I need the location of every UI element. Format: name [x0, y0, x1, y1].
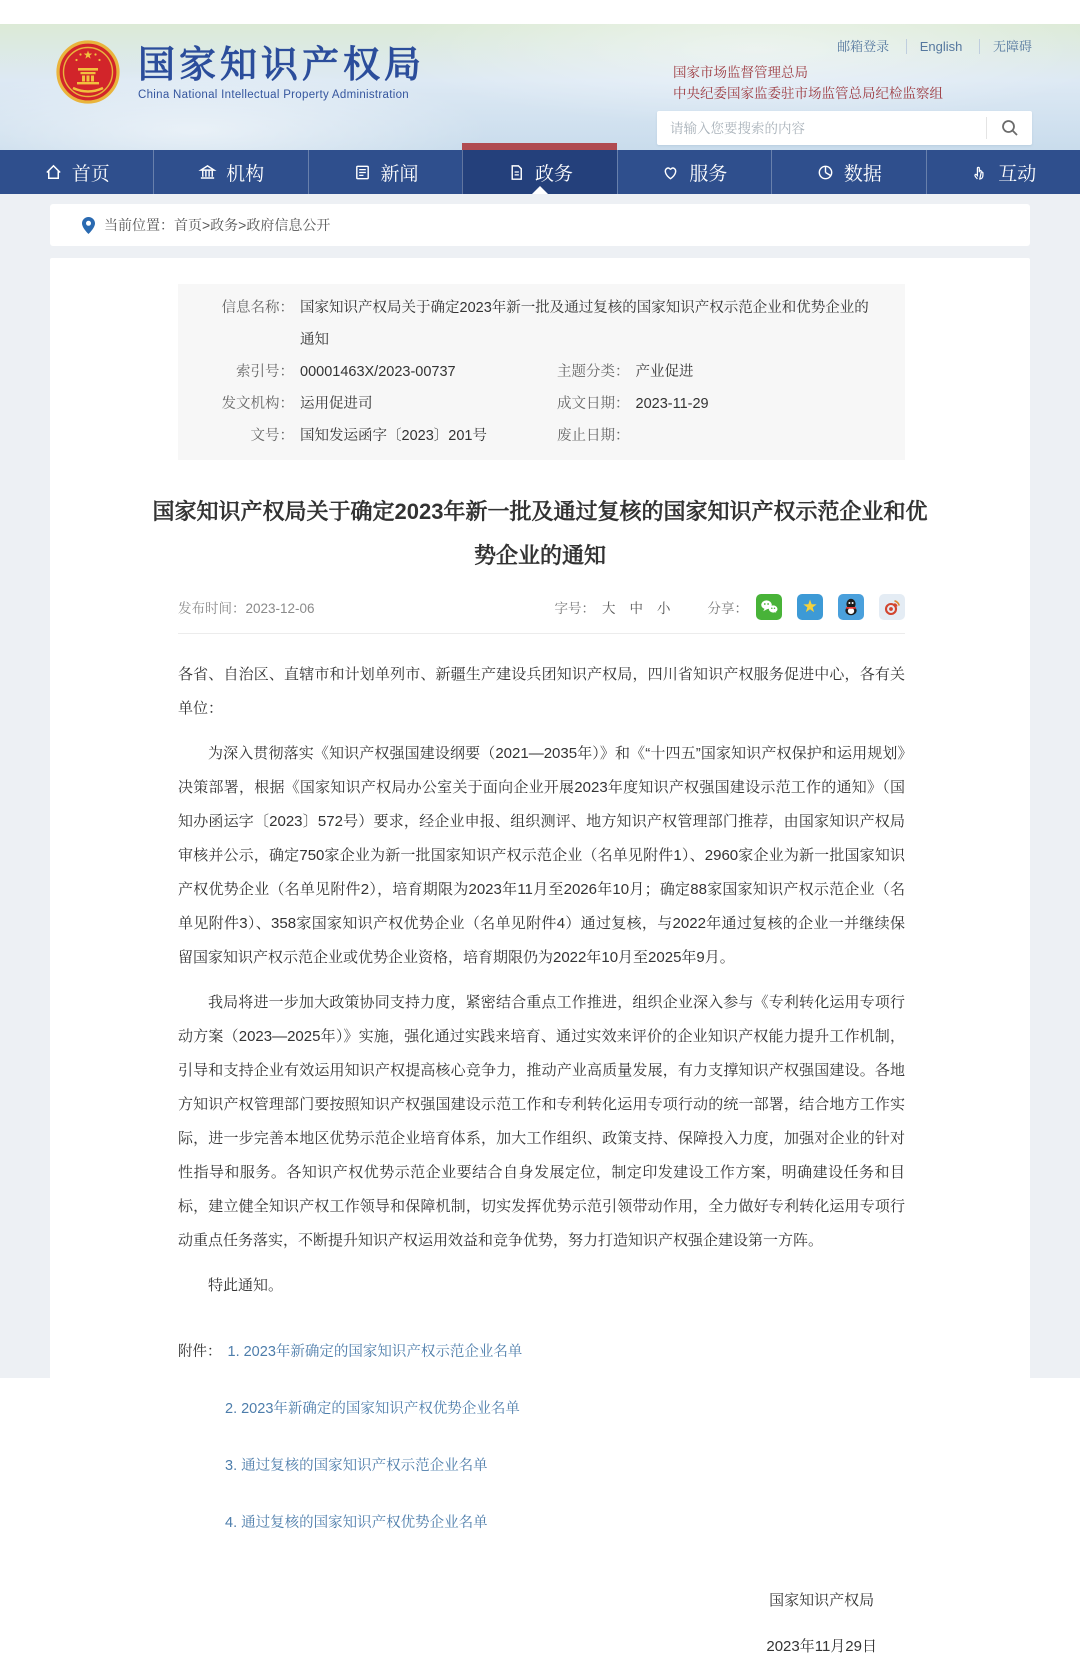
- attachments-section: [178, 1337, 905, 1538]
- article-paragraph: 我局将进一步加大政策协同支持力度，紧密结合重点工作推进，组织企业深入参与《专利转化运用专项行动方案（2023—2025年）》实施，强化通过实践来培育、通过实效来评价的企业知识产权能力提升工作机制，引导和支持企业有效运用知识产权提高核心竞争力，推动产业高质量发展，有力支撑知识产权强国建设。各地方知识产权管理部门要按照知识产权强国建设示范工作和专利转化运用专项行动的统一部署，结合地方工作实际，进一步完善本地区优势示范企业培育体系，加大工作组织、政策支持、保障投入力度，加强对企业的针对性指导和服务。各知识产权优势示范企业要结合自身发展定位，制定印发建设工作方案，明确建设任务和目标，建立健全知识产权工作领导和保障机制，切实发挥优势示范引领带动作用，全力做好专利转化运用专项行动重点任务落实，不断提升知识产权运用效益和竞争优势，努力打造知识产权强企建设第一方阵。: [178, 994, 905, 1249]
- signature-inner: [766, 1590, 877, 1658]
- nav-item-label: 机构: [226, 163, 265, 185]
- info-index-label: 索引号：: [236, 364, 294, 380]
- top-links: [655, 36, 1032, 55]
- attachment-row: [225, 1508, 905, 1538]
- font-size-small[interactable]: 小: [657, 601, 671, 616]
- info-index-value: 00001463X/2023-00737: [300, 364, 456, 380]
- nav-item-interact[interactable]: [926, 150, 1080, 194]
- info-repeal-date-value: [630, 420, 882, 452]
- nav-item-data[interactable]: [771, 150, 925, 194]
- search-icon: [1000, 118, 1020, 138]
- attachment-row: [178, 1337, 905, 1367]
- national-emblem-logo: [56, 40, 120, 104]
- info-issue-date-label: 成文日期：: [557, 396, 630, 412]
- brand-text: [138, 44, 425, 101]
- document-info-table: [178, 284, 905, 460]
- breadcrumb: [50, 204, 1030, 246]
- article-paragraph: 为深入贯彻落实《知识产权强国建设纲要（2021—2035年）》和《“十四五”国家知识产权保护和运用规划》决策部署，根据《国家知识产权局办公室关于面向企业开展2023年度知识产权强国建设示范工作的通知》（国知办函运字〔2023〕572号）要求，经企业申报、组织测评、地方知识产权管理部门推荐，由国家知识产权局审核并公示，确定750家企业为新一批国家知识产权示范企业（名单见附件1）、2960家企业为新一批国家知识产权优势企业（名单见附件2），培育期限为2023年11月至2026年10月；确定88家国家知识产权示范企业（名单见附件3）、358家国家知识产权优势企业（名单见附件4）通过复核，与2022年通过复核的企业一并继续保留国家知识产权示范企业或优势企业资格，培育期限仍为2022年10月至2025年9月。: [178, 745, 905, 966]
- info-name-label: 信息名称：: [221, 300, 294, 316]
- main-content-card: [50, 258, 1030, 1655]
- info-repeal-date-label: 废止日期：: [557, 428, 630, 444]
- bank-icon: [198, 163, 217, 182]
- info-agency-value: 运用促进司: [300, 396, 373, 412]
- info-doc-no-label: 文号：: [250, 428, 294, 444]
- info-issue-date-value: 2023-11-29: [635, 396, 709, 412]
- article-meta-row: [178, 594, 905, 634]
- attachment-row: [225, 1451, 905, 1481]
- publish-date: 2023-12-06: [245, 601, 315, 616]
- accessibility-link[interactable]: 无障碍: [979, 39, 1032, 54]
- attachment-row: [225, 1394, 905, 1424]
- nav-item-org[interactable]: [153, 150, 307, 194]
- article-body: [178, 658, 905, 1303]
- signature-block: [178, 1590, 905, 1658]
- nav-item-label: 首页: [71, 163, 110, 185]
- info-agency-label: 发文机构：: [221, 396, 294, 412]
- site-title: 国家知识产权局: [138, 43, 425, 85]
- attachments-label: 附件：: [178, 1344, 222, 1360]
- info-topic-value: 产业促进: [635, 364, 694, 380]
- article-closing: 特此通知。: [208, 1277, 284, 1294]
- related-org-lines: [655, 62, 1032, 104]
- home-icon: [44, 163, 63, 182]
- publish-label: 发布时间：: [178, 601, 246, 616]
- header-right: [655, 36, 1032, 145]
- font-size-label: 字号：: [554, 601, 595, 616]
- weibo-icon[interactable]: [879, 594, 905, 620]
- top-strip: [0, 0, 1080, 24]
- mail-login-link[interactable]: 邮箱登录: [837, 39, 890, 54]
- location-pin-icon: [82, 217, 95, 234]
- wechat-icon[interactable]: [756, 594, 782, 620]
- share-icons: [756, 594, 905, 620]
- qq-icon[interactable]: [838, 594, 864, 620]
- nav-item-service[interactable]: [617, 150, 771, 194]
- nav-item-label: 新闻: [380, 163, 419, 185]
- service-heart-icon: [661, 163, 680, 182]
- english-link[interactable]: English: [906, 39, 963, 54]
- nav-item-gov[interactable]: [462, 150, 616, 194]
- breadcrumb-location-label: 当前位置：: [104, 217, 174, 233]
- font-size-medium[interactable]: 中: [629, 601, 643, 616]
- article-title: 国家知识产权局关于确定2023年新一批及通过复核的国家知识产权示范企业和优势企业的通知: [152, 499, 928, 568]
- qzone-icon[interactable]: [797, 594, 823, 620]
- signature-date: 2023年11月29日: [766, 1638, 877, 1655]
- related-org-line-2[interactable]: 中央纪委国家监委驻市场监管总局纪检监察组: [673, 86, 943, 101]
- article-salutation: 各省、自治区、直辖市和计划单列市、新疆生产建设兵团知识产权局，四川省知识产权服务促进中心，各有关单位：: [178, 666, 905, 717]
- font-size-large[interactable]: 大: [602, 601, 616, 616]
- search-input[interactable]: [657, 121, 986, 136]
- site-subtitle: China National Intellectual Property Administration: [138, 88, 409, 101]
- publish-time: [178, 597, 555, 617]
- attachment-link-4[interactable]: 4. 通过复核的国家知识产权优势企业名单: [225, 1515, 488, 1531]
- nav-item-news[interactable]: [308, 150, 462, 194]
- site-header: [0, 24, 1080, 150]
- nav-item-label: 互动: [998, 163, 1037, 185]
- signature-org: 国家知识产权局: [769, 1592, 875, 1609]
- attachment-link-3[interactable]: 3. 通过复核的国家知识产权示范企业名单: [225, 1458, 488, 1474]
- nav-item-label: 政务: [534, 163, 573, 185]
- related-org-line-1[interactable]: 国家市场监督管理总局: [673, 65, 808, 80]
- breadcrumb-path[interactable]: 首页>政务>政府信息公开: [174, 217, 331, 233]
- nav-item-label: 数据: [843, 163, 882, 185]
- attachment-link-2[interactable]: 2. 2023年新确定的国家知识产权优势企业名单: [225, 1401, 520, 1417]
- data-pie-icon: [816, 163, 835, 182]
- info-doc-no-value: 国知发运函字〔2023〕201号: [300, 428, 487, 444]
- nav-item-home[interactable]: [0, 150, 153, 194]
- share-label: 分享：: [707, 601, 748, 616]
- info-name-value: 国家知识产权局关于确定2023年新一批及通过复核的国家知识产权示范企业和优势企业的通知: [300, 300, 869, 348]
- attachment-link-1[interactable]: 1. 2023年新确定的国家知识产权示范企业名单: [227, 1344, 523, 1360]
- news-icon: [353, 163, 372, 182]
- nav-item-label: 服务: [689, 163, 728, 185]
- main-nav: [0, 150, 1080, 194]
- interact-hand-icon: [970, 163, 989, 182]
- gov-document-icon: [507, 163, 526, 182]
- search-bar: [657, 111, 1032, 145]
- search-button[interactable]: [986, 117, 1032, 139]
- info-topic-label: 主题分类：: [557, 364, 630, 380]
- site-brand[interactable]: [56, 40, 425, 104]
